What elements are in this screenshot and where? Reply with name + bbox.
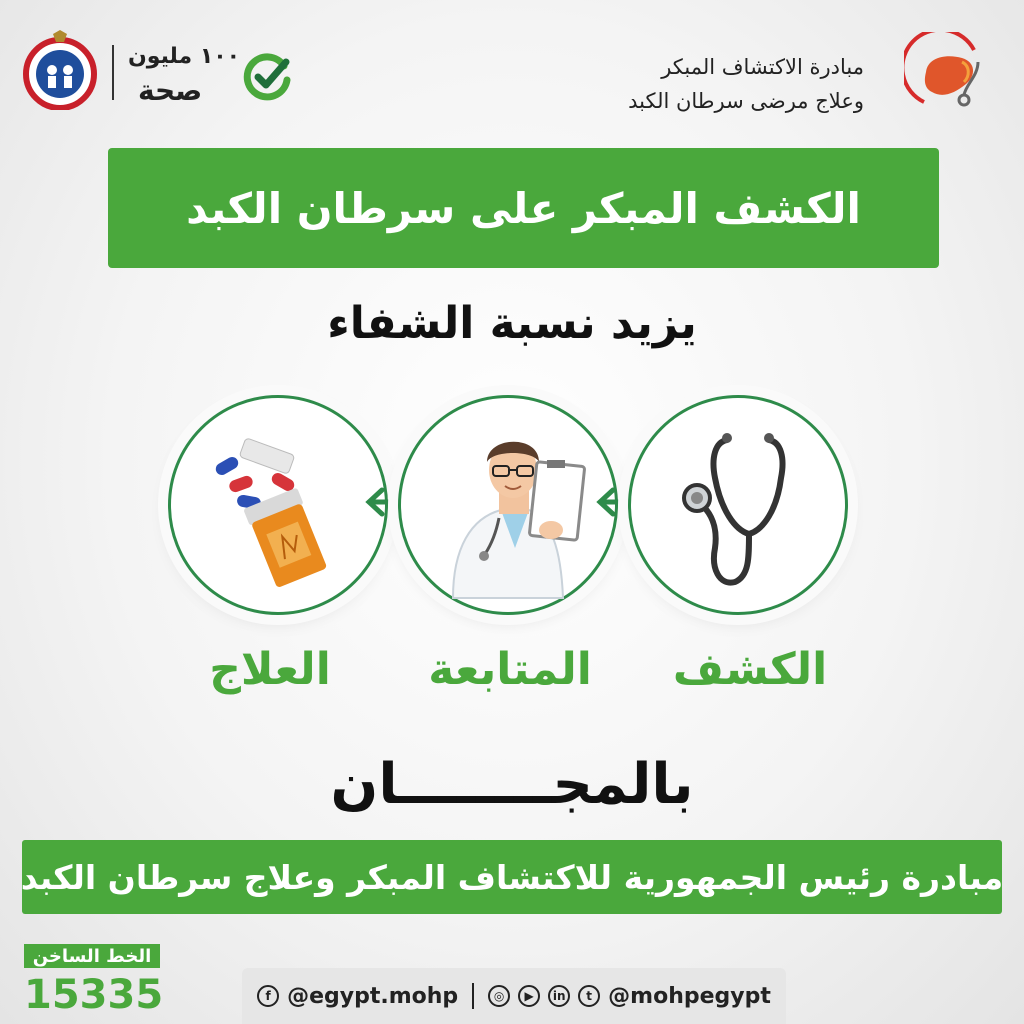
initiative-title — [628, 50, 864, 118]
main-banner — [108, 148, 939, 268]
facebook-handle[interactable]: @egypt.mohp — [287, 983, 459, 1009]
bottom-banner-text: مبادرة رئيس الجمهورية للاكتشاف المبكر وعلاج سرطان الكبد — [20, 857, 1004, 897]
step-label-detection: الكشف — [672, 644, 828, 695]
step-label-treatment: العلاج — [209, 644, 331, 695]
instagram-icon[interactable]: ◎ — [488, 985, 510, 1007]
hotline-label: الخط الساخن — [24, 944, 160, 968]
main-banner-text: الكشف المبكر على سرطان الكبد — [186, 183, 861, 233]
bottom-banner — [22, 840, 1002, 914]
subheading: يزيد نسبة الشفاء — [327, 298, 697, 349]
ministry-of-health-logo — [20, 30, 100, 110]
slogan-line-2: صحة — [138, 74, 203, 107]
initiative-line-1: مبادرة الاكتشاف المبكر — [661, 55, 864, 79]
facebook-icon[interactable]: f — [257, 985, 279, 1007]
detection-circle — [628, 395, 848, 615]
youtube-icon[interactable]: ▶ — [518, 985, 540, 1007]
linkedin-icon[interactable]: in — [548, 985, 570, 1007]
initiative-line-2: وعلاج مرضى سرطان الكبد — [628, 89, 864, 113]
checkmark-icon — [240, 50, 295, 105]
social-handle[interactable]: @mohpegypt — [608, 983, 771, 1009]
hotline-number[interactable]: 15335 — [24, 972, 164, 1018]
stethoscope-icon — [631, 398, 845, 612]
liver-logo — [904, 32, 994, 122]
slogan-line-1: ١٠٠ مليون — [128, 44, 241, 69]
social-divider — [472, 983, 474, 1009]
header-divider — [112, 45, 114, 100]
free-of-charge-text: بالمجــــــــان — [330, 752, 694, 817]
twitter-icon[interactable]: t — [578, 985, 600, 1007]
step-label-followup: المتابعة — [428, 644, 592, 695]
social-media-bar — [242, 968, 786, 1024]
